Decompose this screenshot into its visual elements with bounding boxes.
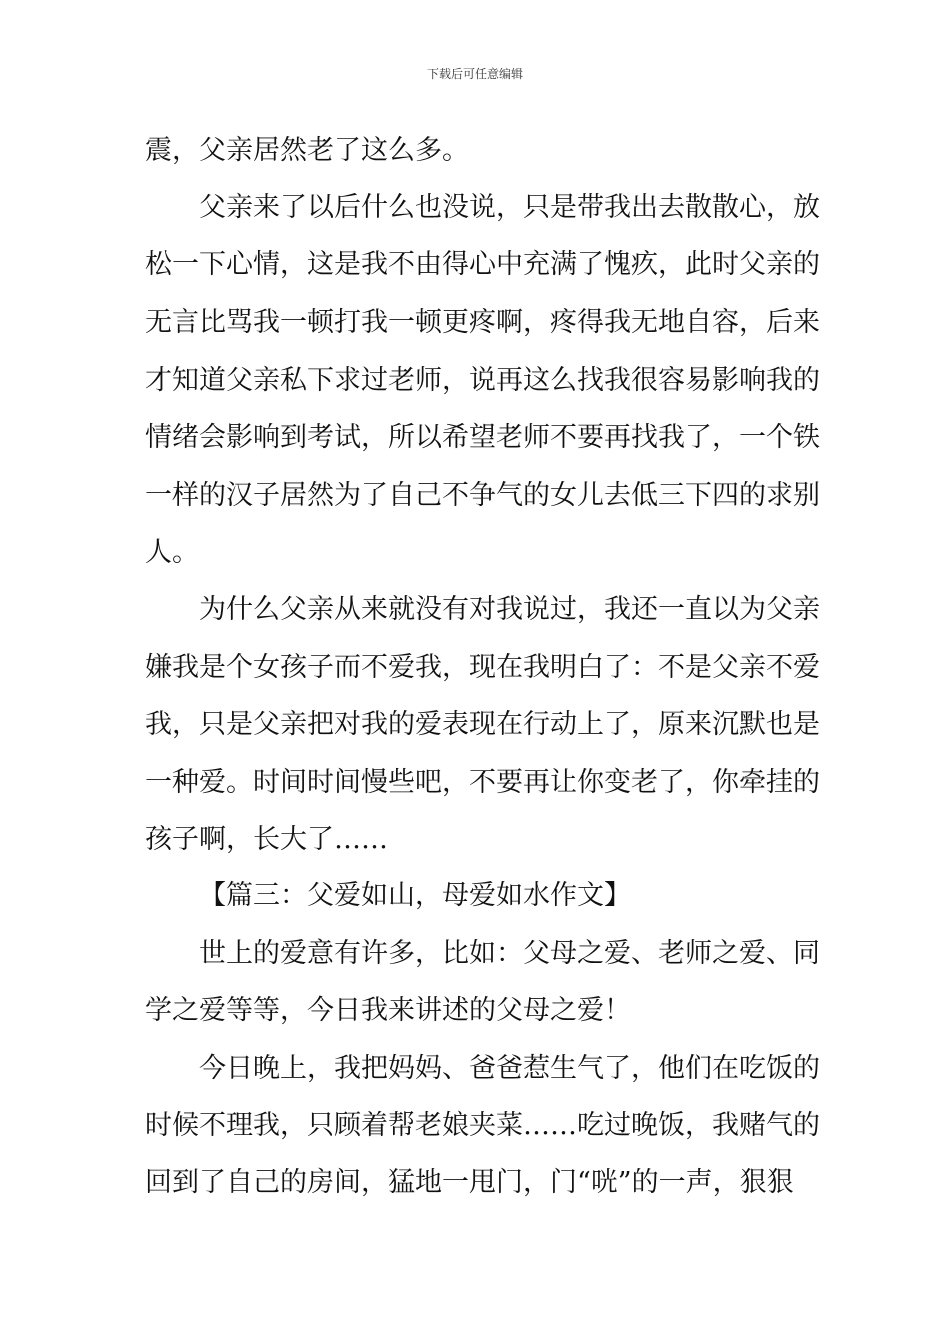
text-line: 回到了自己的房间，猛地一甩门，门“咣”的一声，狠狠 xyxy=(145,1167,794,1198)
text-line: 我，只是父亲把对我的爱表现在行动上了，原来沉默也是 xyxy=(145,709,820,740)
page-header: 下载后可任意编辑 xyxy=(426,67,523,81)
paragraph-start-line: 世上的爱意有许多，比如：父母之爱、老师之爱、同 xyxy=(199,938,820,969)
text-line: 嫌我是个女孩子而不爱我，现在我明白了：不是父亲不爱 xyxy=(145,652,820,683)
text-line: 一种爱。时间时间慢些吧，不要再让你变老了，你牵挂的 xyxy=(145,767,820,798)
text-line: 时候不理我，只顾着帮老娘夹菜……吃过晚饭，我赌气的 xyxy=(145,1110,820,1141)
text-line: 一样的汉子居然为了自己不争气的女儿去低三下四的求别 xyxy=(145,480,820,511)
text-line: 松一下心情，这是我不由得心中充满了愧疚，此时父亲的 xyxy=(145,249,820,280)
text-line: 才知道父亲私下求过老师，说再这么找我很容易影响我的 xyxy=(145,365,820,396)
paragraph-start-line: 父亲来了以后什么也没说，只是带我出去散散心，放 xyxy=(199,192,820,223)
text-line: 无言比骂我一顿打我一顿更疼啊，疼得我无地自容，后来 xyxy=(145,307,820,338)
paragraph-start-line: 为什么父亲从来就没有对我说过，我还一直以为父亲 xyxy=(199,594,820,625)
text-line: 人。 xyxy=(145,537,199,568)
text-line: 情绪会影响到考试，所以希望老师不要再找我了，一个铁 xyxy=(145,422,820,453)
text-line: 学之爱等等，今日我来讲述的父母之爱！ xyxy=(145,995,631,1026)
text-line: 孩子啊，长大了…… xyxy=(145,824,388,855)
paragraph-start-line: 今日晚上，我把妈妈、爸爸惹生气了，他们在吃饭的 xyxy=(199,1053,820,1084)
section-heading: 【篇三：父爱如山，母爱如水作文】 xyxy=(199,880,631,911)
text-line: 震，父亲居然老了这么多。 xyxy=(145,135,469,166)
